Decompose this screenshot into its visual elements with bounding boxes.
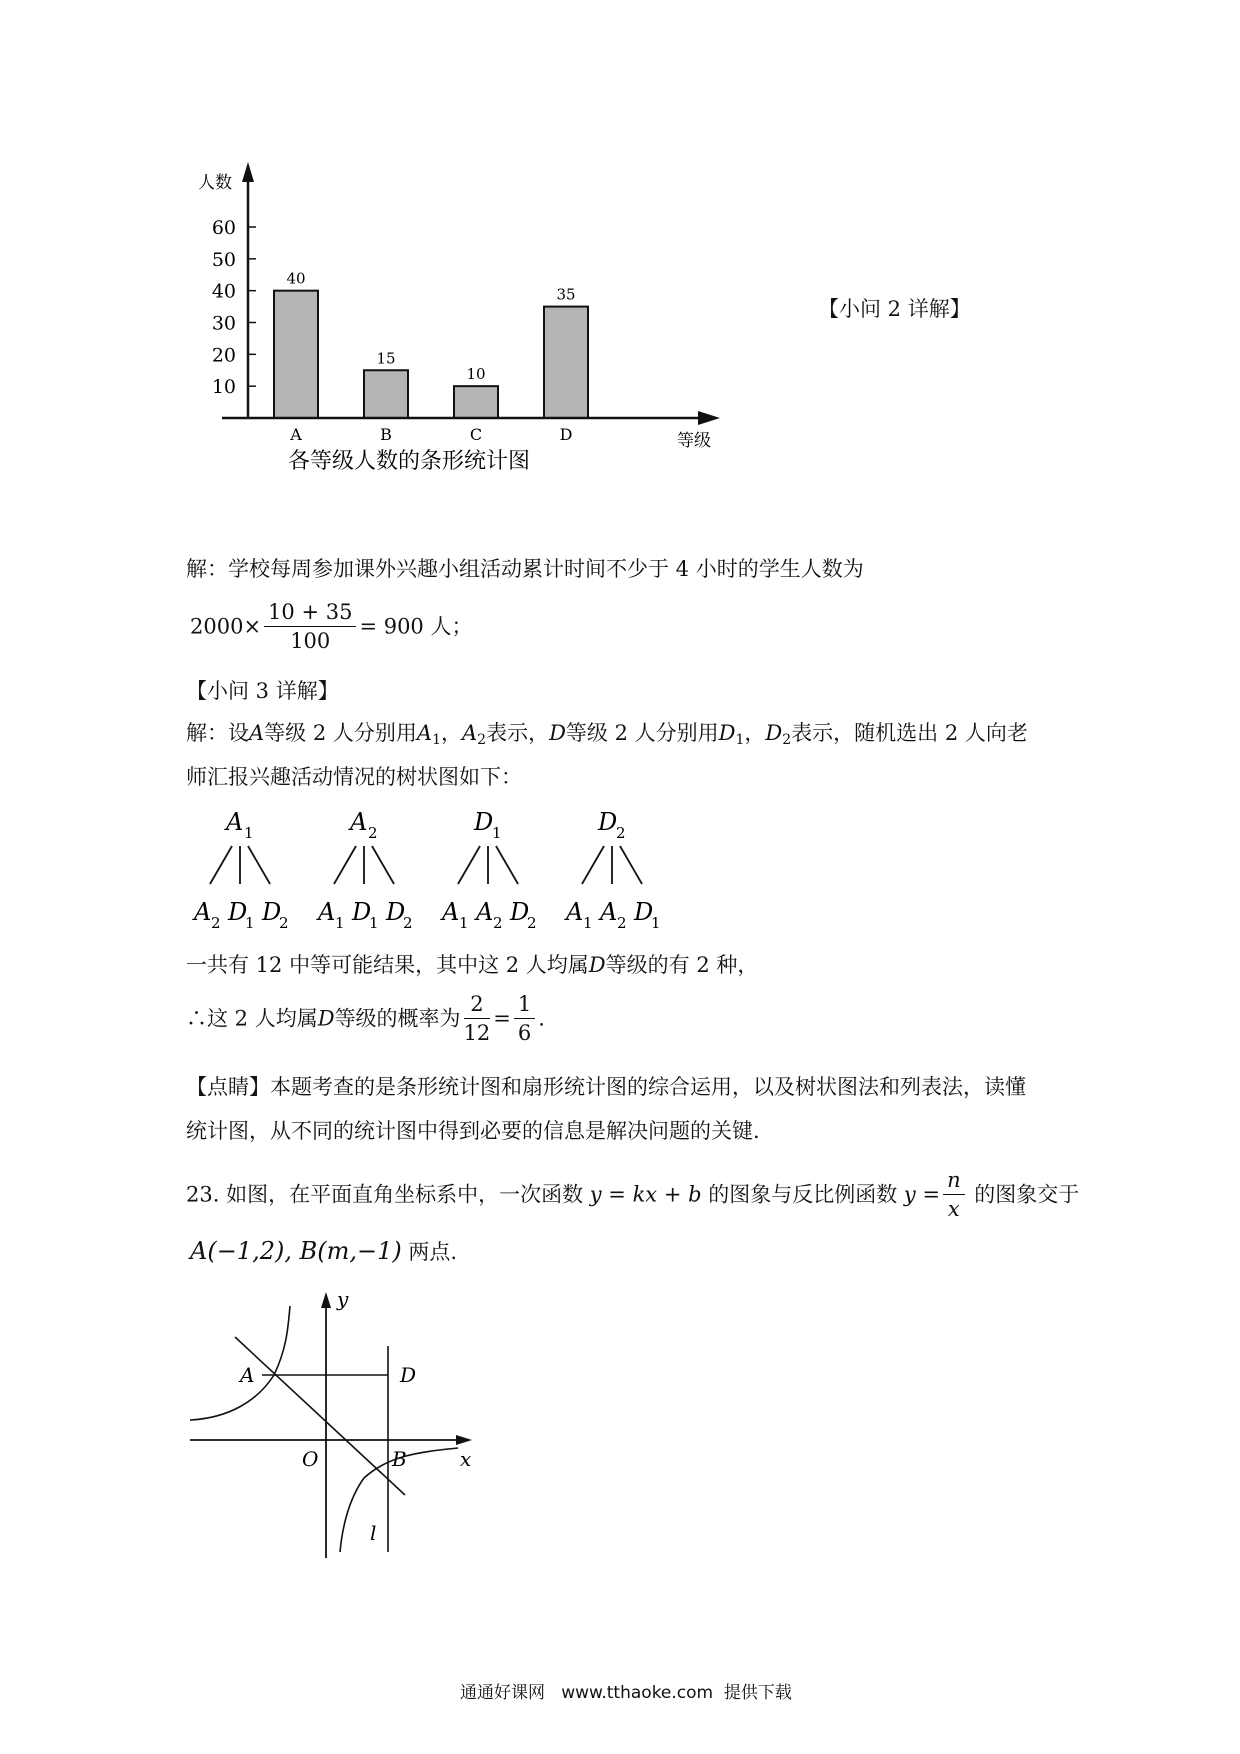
- equals: =: [493, 1006, 511, 1031]
- text-span: 一共有 12 中等可能结果，其中这 2 人均属: [186, 953, 589, 977]
- coordinate-graph: [190, 1290, 490, 1560]
- q3-heading: 【小问 3 详解】: [186, 679, 339, 703]
- tree-leaf-subscript: 2: [527, 914, 537, 932]
- formula-fraction: [264, 598, 356, 655]
- text-span: 两点.: [408, 1240, 458, 1264]
- text-span: ，: [440, 721, 462, 745]
- label-A: A: [240, 1363, 255, 1387]
- tree-group: [316, 808, 413, 932]
- y-tick-label: 60: [211, 217, 236, 239]
- y-axis-arrow: [321, 1292, 331, 1308]
- formula-prefix: 2000×: [190, 614, 262, 639]
- tree-leaf-subscript: 2: [617, 914, 627, 932]
- text-span: ，: [744, 721, 766, 745]
- y-tick-label: 20: [211, 344, 236, 367]
- tree-branch: [582, 846, 604, 884]
- tree-branch: [458, 846, 480, 884]
- category-label-D: D: [559, 425, 573, 444]
- text-span: 等级的有 2 种，: [605, 953, 759, 977]
- q2-solution: 解：学校每周参加课外兴趣小组活动累计时间不少于 4 小时的学生人数为: [186, 557, 864, 581]
- bar-B: [364, 370, 408, 418]
- tree-leaf: A: [318, 898, 336, 926]
- label-O: O: [302, 1447, 319, 1471]
- x-axis-label: 等级: [677, 431, 711, 451]
- tree-leaf: D: [510, 898, 530, 926]
- bar-D: [544, 307, 588, 418]
- prob-line: [186, 990, 545, 1047]
- data-label-D: 35: [556, 285, 576, 304]
- subscript: 2: [477, 732, 487, 748]
- label-x: x: [460, 1447, 472, 1471]
- data-label-B: 15: [376, 349, 396, 368]
- x-axis-arrow: [698, 411, 720, 425]
- tree-leaf-subscript: 1: [459, 914, 469, 932]
- tree-leaf-subscript: 1: [651, 914, 661, 932]
- category-label-A: A: [290, 425, 302, 444]
- tree-branch: [248, 846, 270, 884]
- tree-root: A: [226, 808, 244, 836]
- var-D1: D: [718, 721, 736, 745]
- tree-root-subscript: 1: [244, 824, 254, 842]
- tree-leaf: A: [476, 898, 494, 926]
- q3-line2: 师汇报兴趣活动情况的树状图如下：: [186, 765, 522, 789]
- tree-leaf-subscript: 2: [279, 914, 289, 932]
- tree-leaf-subscript: 1: [583, 914, 593, 932]
- subscript: 1: [432, 732, 441, 748]
- fraction-denominator: 100: [290, 629, 331, 653]
- text-span: 等级的概率为: [334, 1006, 461, 1031]
- tree-leaf-subscript: 2: [493, 914, 503, 932]
- y-tick-label: 30: [211, 312, 236, 335]
- tree-leaf: D: [634, 898, 654, 926]
- text-span: 的图象交于: [974, 1182, 1080, 1207]
- fraction-numerator: 2: [464, 990, 491, 1019]
- bar-C: [454, 386, 498, 418]
- text-span: 等级 2 人分别用: [264, 721, 417, 745]
- tree-root-subscript: 1: [492, 824, 502, 842]
- fraction-numerator: 1: [514, 990, 535, 1019]
- var-A1: A: [416, 721, 433, 745]
- y-axis-label: 人数: [198, 173, 232, 193]
- label-D: D: [400, 1363, 417, 1387]
- q23-line2: [190, 1236, 457, 1267]
- tree-root-subscript: 2: [368, 824, 378, 842]
- text-span: 的图象与反比例函数: [708, 1182, 898, 1207]
- subscript: 1: [735, 732, 745, 748]
- y-tick-label: 40: [211, 280, 236, 303]
- inverse-function: y =: [903, 1182, 941, 1207]
- y-axis-arrow: [242, 162, 254, 182]
- subscript: 2: [782, 732, 792, 748]
- data-label-C: 10: [466, 365, 486, 384]
- tree-branch: [372, 846, 394, 884]
- tree-root-subscript: 2: [616, 824, 626, 842]
- var-A: A: [249, 721, 265, 745]
- fraction-numerator: 10 + 35: [264, 598, 356, 627]
- footer: 通通好课网 www.tthaoke.com 提供下载: [460, 1683, 792, 1703]
- tree-leaf-subscript: 2: [211, 914, 221, 932]
- tree-leaf: A: [194, 898, 212, 926]
- q2-formula: [190, 598, 472, 655]
- label-B: B: [392, 1447, 407, 1471]
- fraction-denominator: 12: [463, 1021, 491, 1045]
- y-tick-label: 50: [211, 248, 236, 271]
- linear-function: y = kx + b: [589, 1182, 702, 1207]
- tree-root: D: [474, 808, 494, 836]
- label-l: l: [370, 1521, 377, 1545]
- fraction-numerator: n: [943, 1166, 965, 1195]
- q3-line1: [186, 718, 1028, 755]
- formula-suffix: = 900 人；: [359, 614, 473, 639]
- text-span: 表示，: [486, 721, 550, 745]
- tree-branch: [496, 846, 518, 884]
- text-span: ∴这 2 人均属: [186, 1006, 318, 1031]
- tree-leaf-subscript: 1: [335, 914, 345, 932]
- tree-leaf-subscript: 1: [245, 914, 255, 932]
- fraction: [943, 1166, 965, 1223]
- var-D: D: [549, 721, 566, 745]
- dianjing-line1: 【点睛】本题考查的是条形统计图和扇形统计图的综合运用，以及树状图法和列表法，读懂: [186, 1075, 1026, 1099]
- tree-group: [564, 808, 661, 932]
- fraction-denominator: 6: [517, 1021, 532, 1045]
- line-AB: [235, 1337, 405, 1495]
- bar-chart: [180, 160, 840, 540]
- tree-leaf: D: [228, 898, 248, 926]
- tree-leaf: D: [352, 898, 372, 926]
- q23-line1: [186, 1166, 1079, 1223]
- dianjing-line2: 统计图，从不同的统计图中得到必要的信息是解决问题的关键.: [186, 1119, 760, 1143]
- text-span: 等级 2 人分别用: [565, 721, 719, 745]
- tree-branch: [210, 846, 232, 884]
- tree-diagram: [190, 800, 690, 940]
- tree-leaf-subscript: 1: [369, 914, 379, 932]
- text-span: .: [538, 1006, 545, 1031]
- x-axis-arrow: [456, 1435, 472, 1445]
- tree-root: D: [598, 808, 618, 836]
- chart-title: 各等级人数的条形统计图: [288, 449, 531, 474]
- fraction: [464, 990, 491, 1047]
- tree-leaf: A: [442, 898, 460, 926]
- points-text: A(−1,2), B(m,−1): [190, 1237, 402, 1265]
- var-D: D: [317, 1006, 335, 1031]
- fraction: [514, 990, 535, 1047]
- bar-A: [274, 291, 318, 418]
- text-span: 解：设: [186, 721, 249, 745]
- tree-root: A: [350, 808, 368, 836]
- var-A2: A: [461, 721, 478, 745]
- tree-leaf: D: [262, 898, 282, 926]
- category-label-B: B: [380, 425, 392, 444]
- data-label-A: 40: [286, 269, 306, 288]
- tree-branch: [620, 846, 642, 884]
- tree-leaf: A: [566, 898, 584, 926]
- tree-group: [440, 808, 537, 932]
- tree-branch: [334, 846, 356, 884]
- category-label-C: C: [469, 425, 483, 444]
- label-y: y: [337, 1290, 349, 1311]
- tree-group: [192, 808, 289, 932]
- tree-leaf-subscript: 2: [403, 914, 413, 932]
- var-D: D: [588, 953, 606, 977]
- y-tick-label: 10: [211, 376, 236, 399]
- fraction-denominator: x: [947, 1197, 960, 1221]
- tree-leaf: D: [386, 898, 406, 926]
- text-span: 表示，随机选出 2 人向老: [791, 721, 1028, 745]
- text-span: 23. 如图，在平面直角坐标系中，一次函数: [186, 1182, 584, 1207]
- tree-leaf: A: [600, 898, 618, 926]
- var-D2: D: [765, 721, 783, 745]
- q2-heading: 【小问 2 详解】: [818, 297, 971, 321]
- result-line: [186, 950, 758, 980]
